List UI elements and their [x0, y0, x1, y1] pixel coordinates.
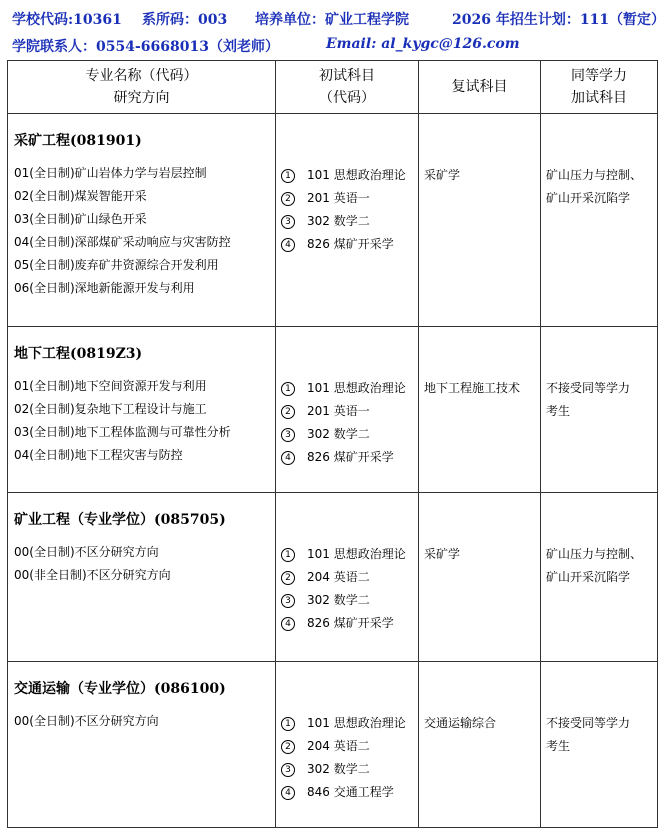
number-badge: 3: [281, 428, 295, 442]
retest-cell: [419, 114, 541, 327]
retest-subject: 采矿学: [424, 547, 461, 561]
subject-text: 101 思想政治理论: [307, 547, 406, 561]
retest-subject: 交通运输综合: [424, 716, 497, 730]
direction-item: 00(全日制)不区分研究方向: [14, 545, 159, 559]
col-major-header: 专业名称（代码） 研究方向: [8, 61, 276, 114]
number-badge: 2: [281, 405, 295, 419]
subject-text: 204 英语二: [307, 570, 370, 584]
retest-cell: [419, 493, 541, 662]
exam-cell: [276, 327, 419, 493]
subject-text: 101 思想政治理论: [307, 716, 406, 730]
direction-item: 00(非全日制)不区分研究方向: [14, 568, 171, 582]
major-name: 交通运输（专业学位）(086100): [14, 681, 226, 697]
subject-text: 302 数学二: [307, 214, 370, 228]
program-row: [8, 327, 658, 493]
equivalent-line: 不接受同等学力: [546, 381, 631, 395]
program-row: [8, 493, 658, 662]
exam-cell: [276, 493, 419, 662]
subject-item: [281, 210, 418, 233]
number-badge: 1: [281, 169, 295, 183]
number-badge: 1: [281, 717, 295, 731]
subject-item: [281, 712, 418, 735]
number-badge: 4: [281, 451, 295, 465]
subject-item: [281, 377, 418, 400]
direction-item: 01(全日制)矿山岩体力学与岩层控制: [14, 166, 207, 180]
subject-item: [281, 446, 418, 469]
exam-cell: [276, 114, 419, 327]
direction-item: 02(全日制)煤炭智能开采: [14, 189, 147, 203]
col-exam-header: 初试科目 （代码）: [276, 61, 419, 114]
direction-item: 04(全日制)地下工程灾害与防控: [14, 448, 183, 462]
subject-item: [281, 187, 418, 210]
direction-item: 00(全日制)不区分研究方向: [14, 714, 159, 728]
number-badge: 1: [281, 548, 295, 562]
subject-text: 302 数学二: [307, 593, 370, 607]
equivalent-cell: [541, 327, 658, 493]
header-line-2: [12, 36, 662, 56]
major-name: 采矿工程(081901): [14, 133, 142, 149]
subject-text: 204 英语二: [307, 739, 370, 753]
direction-item: 02(全日制)复杂地下工程设计与施工: [14, 402, 207, 416]
contact: 学院联系人：0554-6668013（刘老师）: [12, 39, 279, 55]
equivalent-line: 考生: [546, 404, 571, 418]
retest-cell: [419, 327, 541, 493]
table-header-row: [8, 61, 658, 114]
subject-item: [281, 566, 418, 589]
subject-item: [281, 758, 418, 781]
number-badge: 4: [281, 238, 295, 252]
subject-text: 101 思想政治理论: [307, 168, 406, 182]
program-row: [8, 662, 658, 828]
subject-text: 201 英语一: [307, 191, 370, 205]
direction-item: 04(全日制)深部煤矿采动响应与灾害防控: [14, 235, 231, 249]
subject-text: 826 煤矿开采学: [307, 616, 394, 630]
email: Email: al_kygc@126.com: [326, 36, 520, 52]
major-name: 地下工程(0819Z3): [14, 346, 143, 362]
direction-item: 01(全日制)地下空间资源开发与利用: [14, 379, 207, 393]
major-cell: [8, 114, 276, 327]
equivalent-line: 矿山开采沉陷学: [546, 191, 631, 205]
subject-text: 201 英语一: [307, 404, 370, 418]
col-equivalent-header: 同等学力 加试科目: [541, 61, 658, 114]
unit-name: 培养单位：矿业工程学院: [255, 12, 409, 28]
equivalent-line: 不接受同等学力: [546, 716, 631, 730]
major-cell: [8, 327, 276, 493]
program-table: [7, 60, 658, 828]
major-name: 矿业工程（专业学位）(085705): [14, 512, 226, 528]
number-badge: 4: [281, 617, 295, 631]
number-badge: 3: [281, 215, 295, 229]
direction-item: 03(全日制)矿山绿色开采: [14, 212, 147, 226]
equivalent-cell: [541, 114, 658, 327]
direction-item: 03(全日制)地下工程体监测与可靠性分析: [14, 425, 231, 439]
retest-subject: 采矿学: [424, 168, 461, 182]
subject-item: [281, 400, 418, 423]
subject-item: [281, 423, 418, 446]
subject-item: [281, 781, 418, 804]
subject-text: 826 煤矿开采学: [307, 450, 394, 464]
header-line-1: [12, 9, 666, 29]
direction-item: 06(全日制)深地新能源开发与利用: [14, 281, 195, 295]
equivalent-cell: [541, 493, 658, 662]
subject-text: 826 煤矿开采学: [307, 237, 394, 251]
subject-item: [281, 233, 418, 256]
equivalent-line: 矿山开采沉陷学: [546, 570, 631, 584]
exam-cell: [276, 662, 419, 828]
enroll-plan: 2026 年招生计划：111（暂定）: [452, 12, 666, 28]
subject-text: 101 思想政治理论: [307, 381, 406, 395]
major-cell: [8, 662, 276, 828]
equivalent-cell: [541, 662, 658, 828]
col-retest-header: 复试科目: [419, 61, 541, 114]
retest-subject: 地下工程施工技术: [424, 381, 521, 395]
number-badge: 2: [281, 740, 295, 754]
program-row: [8, 114, 658, 327]
subject-text: 846 交通工程学: [307, 785, 394, 799]
number-badge: 3: [281, 763, 295, 777]
equivalent-line: 矿山压力与控制、: [546, 168, 643, 182]
retest-cell: [419, 662, 541, 828]
number-badge: 3: [281, 594, 295, 608]
number-badge: 4: [281, 786, 295, 800]
dept-code: 系所码：003: [142, 12, 228, 28]
subject-text: 302 数学二: [307, 762, 370, 776]
subject-item: [281, 612, 418, 635]
subject-text: 302 数学二: [307, 427, 370, 441]
subject-item: [281, 164, 418, 187]
subject-item: [281, 543, 418, 566]
subject-item: [281, 589, 418, 612]
major-cell: [8, 493, 276, 662]
number-badge: 1: [281, 382, 295, 396]
subject-item: [281, 735, 418, 758]
school-code: 学校代码:10361: [12, 12, 122, 28]
direction-item: 05(全日制)废弃矿井资源综合开发利用: [14, 258, 219, 272]
equivalent-line: 考生: [546, 739, 571, 753]
number-badge: 2: [281, 571, 295, 585]
equivalent-line: 矿山压力与控制、: [546, 547, 643, 561]
number-badge: 2: [281, 192, 295, 206]
